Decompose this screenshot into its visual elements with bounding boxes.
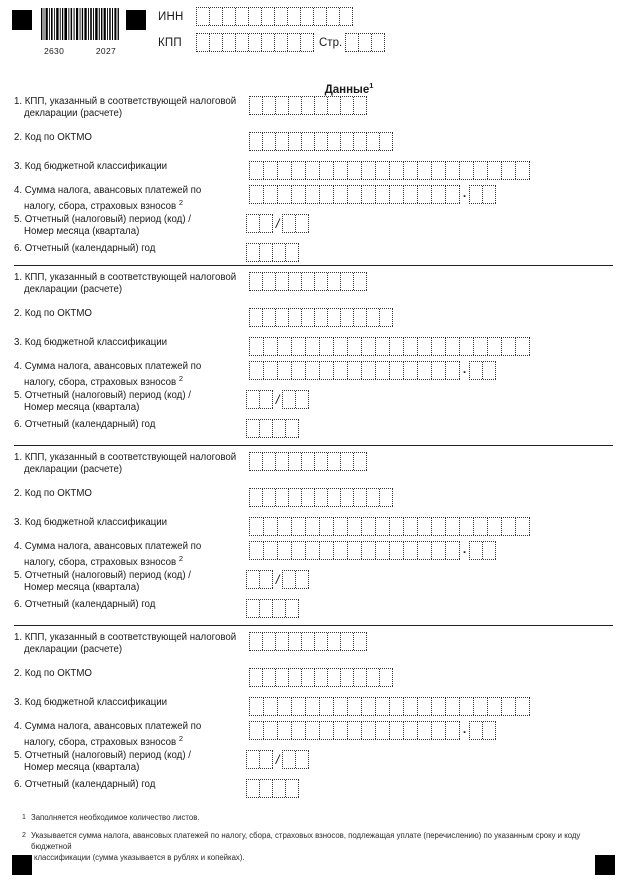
inn-row: [158, 6, 385, 27]
form-row-field: [246, 779, 299, 798]
form-row: [0, 750, 627, 774]
inn-label: ИНН: [158, 10, 184, 23]
form-row-label: 3. Код бюджетной классификации: [14, 161, 168, 172]
form-row-field: [246, 243, 299, 262]
form-row: [0, 779, 627, 799]
form-row-label: 1. КПП, указанный в соответствующей налоговой декларации (расчете): [14, 96, 237, 120]
form-row-label: 4. Сумма налога, авансовых платежей по налогу, сбора, страховых взносов $^2$: [14, 361, 202, 389]
form-row: [0, 599, 627, 619]
form-row: [0, 570, 627, 594]
form-row-field: [249, 161, 530, 180]
footnote-1: [22, 812, 612, 823]
form-row-field: [249, 668, 393, 687]
kpp-label: КПП: [158, 36, 182, 49]
form-row-label: 2. Код по ОКТМО: [14, 668, 92, 679]
block-separator: [14, 265, 613, 266]
form-row-label: 2. Код по ОКТМО: [14, 488, 92, 499]
alignment-marker-bottom-left: [12, 855, 32, 875]
form-row-label: 6. Отчетный (календарный) год: [14, 779, 156, 790]
form-row: [0, 541, 627, 569]
form-row-field: [246, 419, 299, 438]
decimal-separator: .: [462, 542, 467, 556]
page-number-label: Стр.: [319, 36, 343, 49]
identification-block: [158, 6, 385, 58]
form-row-field: [249, 185, 496, 204]
barcode-bars-icon: [40, 8, 120, 40]
page-number-input[interactable]: [345, 33, 385, 52]
form-row: [0, 390, 627, 414]
barcode: [40, 8, 120, 56]
form-row: [0, 632, 627, 656]
form-row-label: 5. Отчетный (налоговый) период (код) / Номер месяца (квартала): [14, 390, 191, 414]
form-row-field: [246, 599, 299, 618]
footnote-2-text-continued: классификации (сумма указывается в рублях и копейках).: [34, 853, 245, 862]
form-row: [0, 272, 627, 296]
form-row: [0, 488, 627, 508]
form-row-field: [246, 570, 309, 589]
form-row-label: 1. КПП, указанный в соответствующей налоговой декларации (расчете): [14, 272, 237, 296]
slash-separator: /: [275, 572, 280, 587]
block-separator: [14, 445, 613, 446]
form-row-field: [249, 517, 530, 536]
barcode-left-digits: 2630: [44, 46, 65, 56]
kpp-row: [158, 32, 385, 53]
form-row: [0, 214, 627, 238]
form-row-field: [249, 308, 393, 327]
form-row-field: [246, 390, 309, 409]
alignment-marker-top-left: [12, 10, 32, 30]
decimal-separator: .: [462, 186, 467, 200]
form-row-label: 3. Код бюджетной классификации: [14, 517, 168, 528]
slash-separator: /: [275, 392, 280, 407]
form-row: [0, 361, 627, 389]
form-row-label: 6. Отчетный (календарный) год: [14, 419, 156, 430]
form-row: [0, 697, 627, 717]
form-row: [0, 337, 627, 357]
slash-separator: /: [275, 216, 280, 231]
form-row: [0, 721, 627, 749]
form-row-label: 6. Отчетный (календарный) год: [14, 599, 156, 610]
form-row-label: 2. Код по ОКТМО: [14, 132, 92, 143]
form-row-field: [249, 337, 530, 356]
footnote-2-text: Указывается сумма налога, авансовых платежей по налогу, сбора, страховых взносов, подлежащая уплате (перечислению) по указанным сроку и коду бюджетной: [31, 831, 581, 851]
form-row-label: 5. Отчетный (налоговый) период (код) / Номер месяца (квартала): [14, 214, 191, 238]
form-row-field: [249, 361, 496, 380]
decimal-separator: .: [462, 362, 467, 376]
form-row: [0, 668, 627, 688]
footnote-2-marker: 2: [22, 832, 26, 839]
footnotes: [22, 812, 612, 870]
form-row-field: [249, 452, 367, 471]
form-row: [0, 243, 627, 263]
alignment-marker-top-right-inner: [126, 10, 146, 30]
data-column-title-text: Данные: [324, 83, 370, 96]
form-row-label: 3. Код бюджетной классификации: [14, 337, 168, 348]
form-row-label: 4. Сумма налога, авансовых платежей по налогу, сбора, страховых взносов $^2$: [14, 721, 202, 749]
kpp-input[interactable]: [196, 33, 314, 52]
form-row: [0, 419, 627, 439]
form-row: [0, 517, 627, 537]
form-row-label: 5. Отчетный (налоговый) период (код) / Номер месяца (квартала): [14, 570, 191, 594]
inn-input[interactable]: [196, 7, 353, 26]
barcode-right-digits: 2027: [95, 46, 116, 56]
form-row-field: [246, 750, 309, 769]
footnote-1-text: Заполняется необходимое количество листов.: [31, 813, 200, 822]
form-row-field: [249, 541, 496, 560]
data-column-title-footnote-ref: 1: [369, 81, 374, 90]
data-column-title: [249, 81, 449, 96]
form-row: [0, 96, 627, 120]
page-header: [0, 0, 627, 68]
footnote-1-marker: 1: [22, 814, 26, 821]
form-row-field: [249, 632, 367, 651]
form-row-field: [249, 132, 393, 151]
form-row-label: 2. Код по ОКТМО: [14, 308, 92, 319]
form-row: [0, 132, 627, 152]
form-row-label: 6. Отчетный (календарный) год: [14, 243, 156, 254]
slash-separator: /: [275, 752, 280, 767]
form-row-label: 1. КПП, указанный в соответствующей налоговой декларации (расчете): [14, 452, 237, 476]
decimal-separator: .: [462, 722, 467, 736]
form-row-field: [246, 214, 309, 233]
form-row-field: [249, 697, 530, 716]
form-row: [0, 308, 627, 328]
form-row-label: 4. Сумма налога, авансовых платежей по налогу, сбора, страховых взносов $^2$: [14, 185, 202, 213]
form-row-field: [249, 96, 367, 115]
block-separator: [14, 625, 613, 626]
form-row-label: 3. Код бюджетной классификации: [14, 697, 168, 708]
form-row-field: [249, 488, 393, 507]
barcode-digits: [40, 46, 120, 56]
footnote-2: [22, 830, 612, 863]
form-row: [0, 161, 627, 181]
form-row-field: [249, 272, 367, 291]
form-row-field: [249, 721, 496, 740]
form-row: [0, 452, 627, 476]
form-row-label: 5. Отчетный (налоговый) период (код) / Номер месяца (квартала): [14, 750, 191, 774]
alignment-marker-bottom-right: [595, 855, 615, 875]
form-row-label: 1. КПП, указанный в соответствующей налоговой декларации (расчете): [14, 632, 237, 656]
form-row-label: 4. Сумма налога, авансовых платежей по налогу, сбора, страховых взносов $^2$: [14, 541, 202, 569]
form-row: [0, 185, 627, 213]
